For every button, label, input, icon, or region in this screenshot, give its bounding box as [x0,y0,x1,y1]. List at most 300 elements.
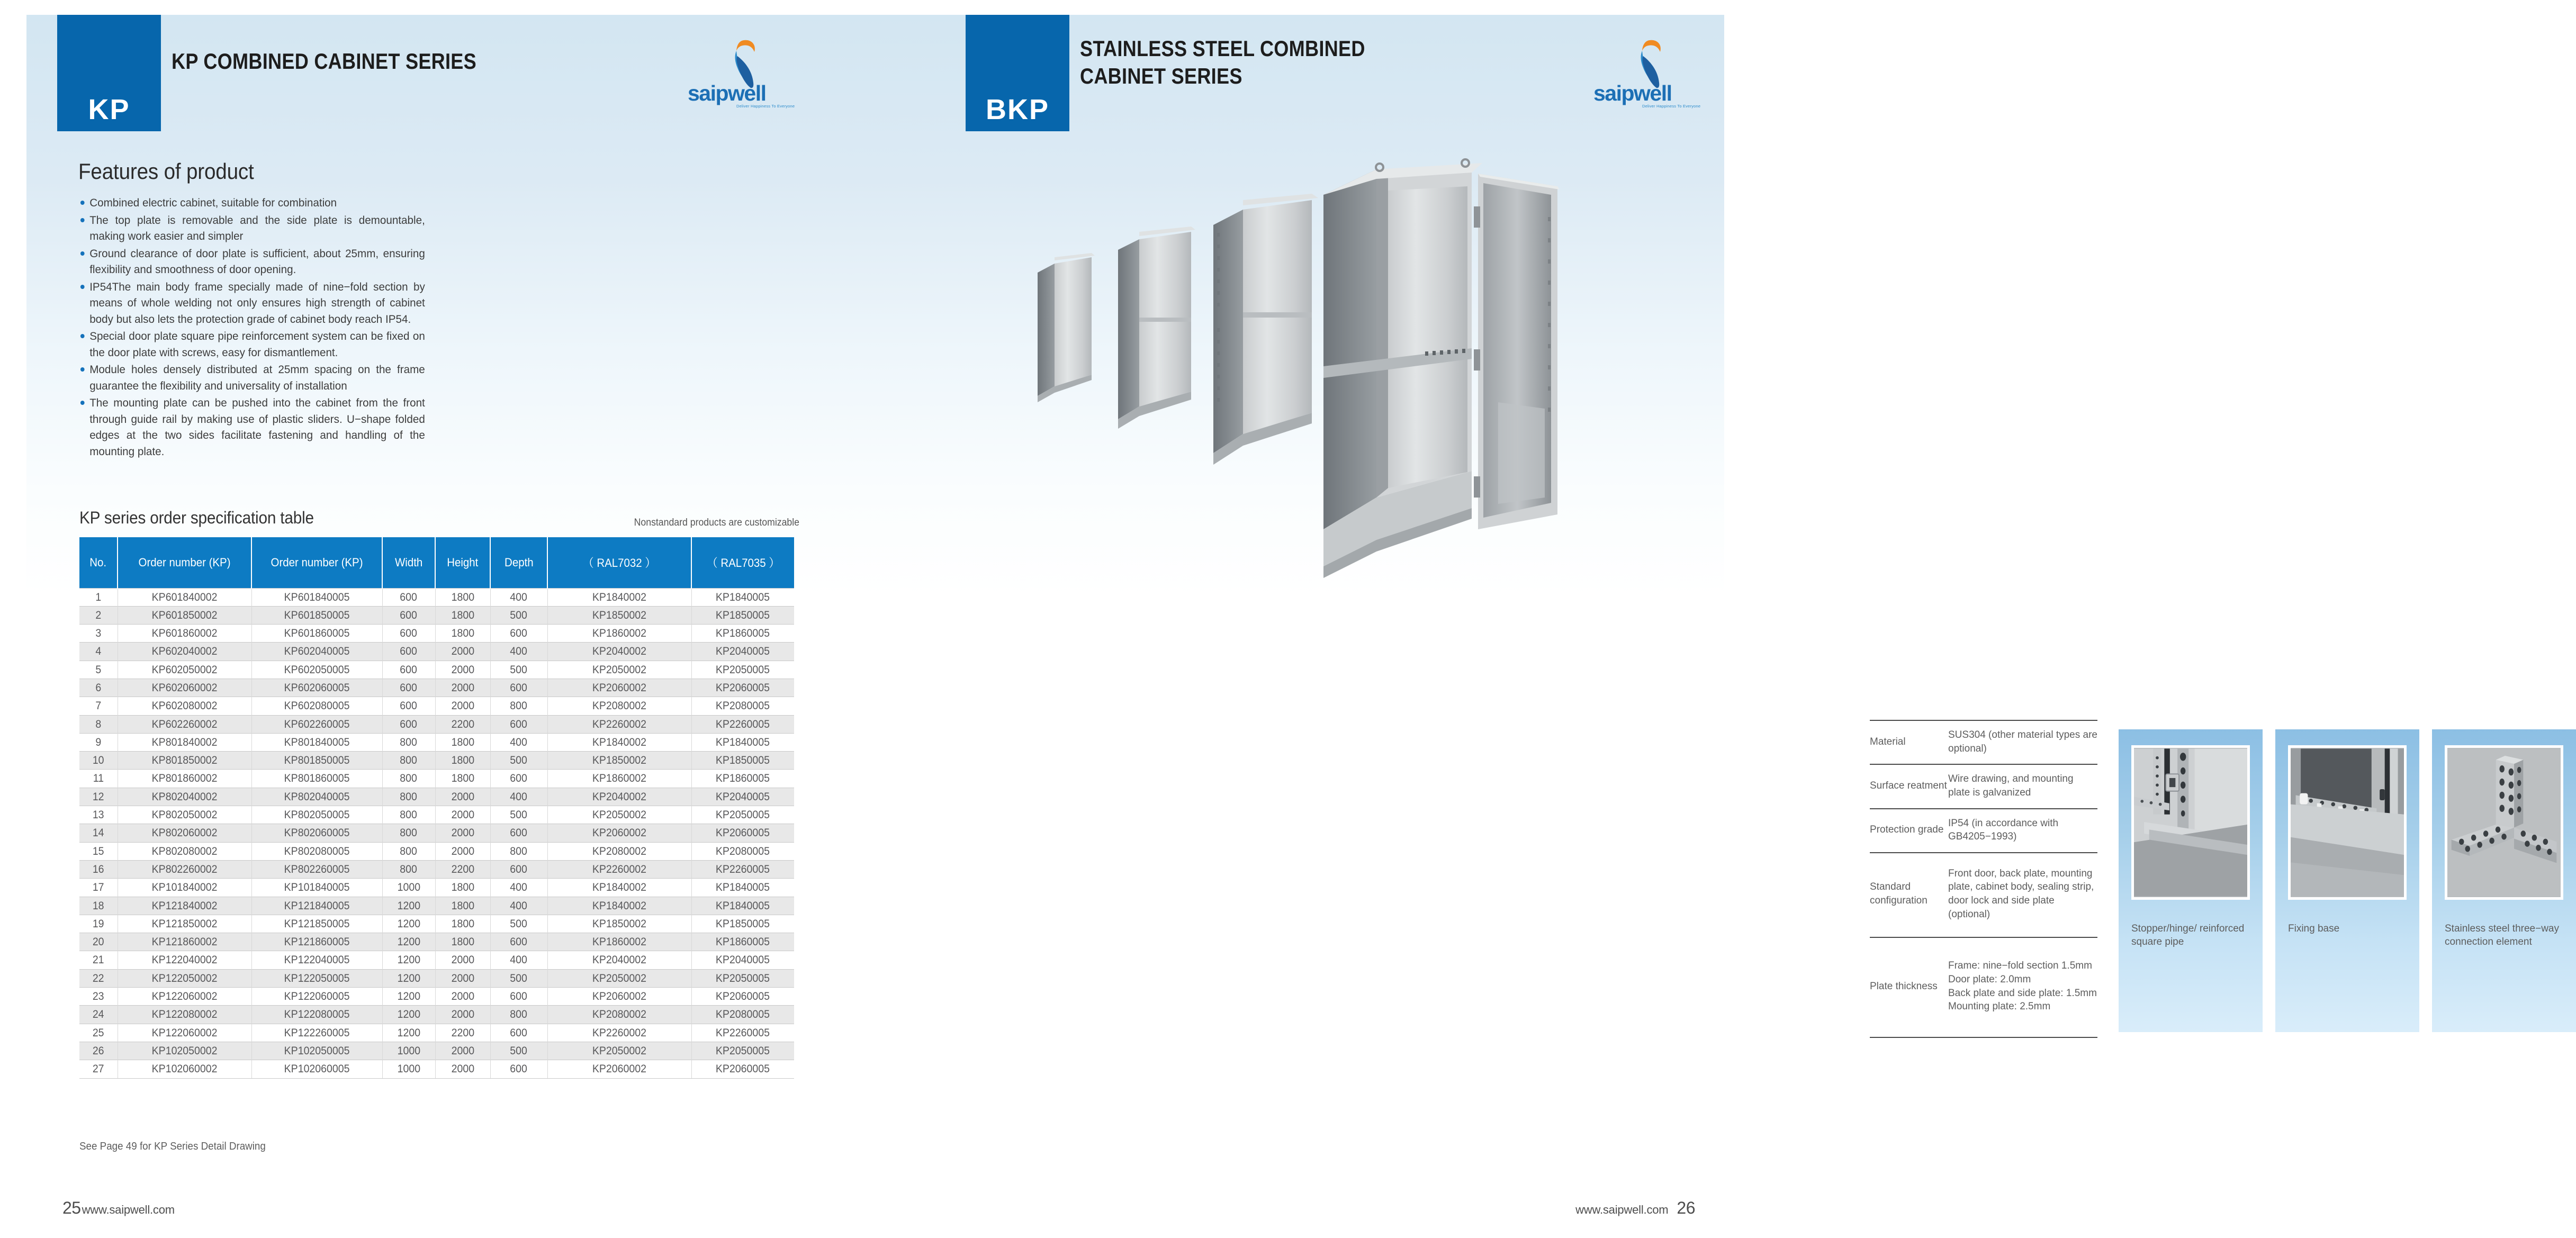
cell-no: 7 [79,697,118,715]
cell-ral7032: KP1840002 [547,897,691,915]
table-row [79,733,794,751]
table-row [79,1024,794,1042]
table-row [79,842,794,860]
spec-value: Wire drawing, and mounting plate is galvanized [1948,773,2074,798]
cell-depth: 600 [490,1024,547,1042]
left-page [0,0,911,1238]
cell-width: 600 [382,679,435,697]
cell-width: 600 [382,625,435,643]
cell-order-number-1: KP122050002 [118,969,251,987]
feature-item: Ground clearance of door plate is sufficient, about 25mm, ensuring flexibility and smoothness of door opening. [79,246,425,278]
product-photo-cabinet-row [1006,159,1705,588]
cell-order-number-2: KP122040005 [251,951,382,969]
cell-depth: 600 [490,1060,547,1078]
table-row [79,606,794,624]
cell-ral7035: KP2060005 [691,824,794,842]
cell-no: 26 [79,1042,118,1060]
cell-order-number-1: KP801850002 [118,752,251,770]
cell-height: 1800 [435,752,490,770]
cell-height: 2200 [435,860,490,878]
cell-no: 25 [79,1024,118,1042]
cell-height: 2200 [435,1024,490,1042]
bkp-series-badge [966,15,1069,131]
features-list [79,195,439,460]
cell-order-number-2: KP602080005 [251,697,382,715]
table-row [79,897,794,915]
cell-no: 3 [79,625,118,643]
column-header-no: No. [79,537,118,588]
spec-row [1870,764,2097,808]
cell-ral7035: KP2060005 [691,679,794,697]
cell-order-number-1: KP602260002 [118,715,251,733]
cabinet-2 [1213,194,1318,465]
features-heading: Features of product [78,159,254,184]
cell-width: 1200 [382,951,435,969]
cell-no: 21 [79,951,118,969]
detail-panel-three-way-connector [2432,729,2576,1032]
spec-value: SUS304 (other material types are optional) [1948,729,2097,754]
photo-three-way-connection-element [2445,745,2563,900]
kp-series-badge [57,15,161,131]
cell-ral7032: KP1840002 [547,733,691,751]
table-body [79,588,794,1078]
cell-height: 2000 [435,951,490,969]
cell-width: 1200 [382,969,435,987]
cell-ral7035: KP2050005 [691,1042,794,1060]
cell-ral7032: KP2040002 [547,788,691,806]
cell-height: 2000 [435,1006,490,1024]
cell-order-number-1: KP602060002 [118,679,251,697]
cell-ral7035: KP1850005 [691,915,794,933]
cell-order-number-2: KP802260005 [251,860,382,878]
cell-depth: 600 [490,625,547,643]
cell-depth: 600 [490,770,547,788]
cell-height: 2200 [435,715,490,733]
table-row [79,988,794,1006]
table-header-row [79,537,794,588]
table-row [79,752,794,770]
cell-order-number-2: KP601860005 [251,625,382,643]
cell-width: 1200 [382,897,435,915]
cell-ral7032: KP2080002 [547,697,691,715]
cell-order-number-2: KP802060005 [251,824,382,842]
cell-ral7032: KP2080002 [547,1006,691,1024]
cell-ral7035: KP2060005 [691,1060,794,1078]
svg-text:saipwell: saipwell [1593,81,1672,105]
cell-order-number-2: KP801860005 [251,770,382,788]
cell-width: 800 [382,842,435,860]
cell-height: 2000 [435,679,490,697]
cell-ral7035: KP2040005 [691,951,794,969]
cell-order-number-1: KP802080002 [118,842,251,860]
cell-order-number-1: KP122080002 [118,1006,251,1024]
cell-order-number-2: KP121850005 [251,915,382,933]
feature-item: Module holes densely distributed at 25mm spacing on the frame guarantee the flexibility and universality of installation [79,362,425,394]
cell-no: 27 [79,1060,118,1078]
cell-width: 600 [382,697,435,715]
svg-text:saipwell: saipwell [688,81,766,105]
cell-no: 16 [79,860,118,878]
cell-no: 10 [79,752,118,770]
feature-item: The mounting plate can be pushed into the cabinet from the front through guide rail by making use of plastic sliders. U−shape folded edges at the two sides facilitate fastening and handling of the mounting plate. [79,395,425,459]
cell-order-number-1: KP121840002 [118,897,251,915]
cell-width: 1200 [382,988,435,1006]
cell-height: 2000 [435,1060,490,1078]
table-row [79,933,794,951]
feature-item: IP54The main body frame specially made of nine−fold section by means of whole welding not only ensures high strength of cabinet body but also lets the protection grade of cabinet body reach IP54. [79,279,425,328]
cell-width: 600 [382,715,435,733]
cell-no: 15 [79,842,118,860]
cell-height: 1800 [435,933,490,951]
cell-depth: 600 [490,679,547,697]
cell-depth: 500 [490,752,547,770]
cell-width: 600 [382,588,435,606]
cell-order-number-1: KP801840002 [118,733,251,751]
right-page-title-line1: STAINLESS STEEL COMBINED [1080,36,1365,61]
cell-order-number-1: KP601860002 [118,625,251,643]
cell-width: 800 [382,770,435,788]
cell-height: 2000 [435,969,490,987]
cell-depth: 600 [490,988,547,1006]
cell-order-number-1: KP802260002 [118,860,251,878]
table-row [79,951,794,969]
cell-width: 1200 [382,1024,435,1042]
cell-depth: 500 [490,915,547,933]
table-row [79,679,794,697]
cell-ral7032: KP2050002 [547,806,691,824]
cell-order-number-2: KP802050005 [251,806,382,824]
cell-order-number-1: KP121850002 [118,915,251,933]
cell-depth: 600 [490,860,547,878]
detail-panel-caption: Stopper/hinge/ reinforced square pipe [2131,923,2245,948]
cell-no: 9 [79,733,118,751]
cell-width: 1000 [382,879,435,897]
cell-depth: 800 [490,1006,547,1024]
logo-tagline: Deliver Happiness To Everyone [736,104,795,109]
technical-specification-list [1870,720,2097,1038]
cell-height: 2000 [435,661,490,679]
order-table-title: KP series order specification table [79,508,314,527]
cell-ral7035: KP2260005 [691,1024,794,1042]
cabinet-4 [1038,253,1095,402]
cell-order-number-2: KP122080005 [251,1006,382,1024]
cell-ral7035: KP2080005 [691,842,794,860]
cell-width: 800 [382,824,435,842]
cell-order-number-1: KP802060002 [118,824,251,842]
cell-height: 1800 [435,625,490,643]
cell-ral7032: KP2060002 [547,824,691,842]
cell-height: 1800 [435,588,490,606]
cell-depth: 600 [490,715,547,733]
cell-width: 600 [382,606,435,624]
right-page-header [966,15,1728,131]
website-url: www.saipwell.com [1575,1203,1669,1216]
cell-height: 1800 [435,770,490,788]
left-page-header [57,15,851,131]
cell-ral7032: KP2040002 [547,951,691,969]
cell-order-number-2: KP602040005 [251,643,382,661]
cell-ral7032: KP1860002 [547,933,691,951]
left-page-footer [62,1198,175,1218]
cell-order-number-2: KP802080005 [251,842,382,860]
saipwell-logo [684,35,801,109]
cell-ral7035: KP2050005 [691,969,794,987]
cabinet-1-open [1323,159,1560,578]
cell-no: 12 [79,788,118,806]
detail-panel-fixing-base [2275,729,2419,1032]
cell-order-number-2: KP801850005 [251,752,382,770]
photo-fixing-base [2288,745,2407,900]
cell-ral7032: KP2260002 [547,1024,691,1042]
cell-depth: 400 [490,733,547,751]
column-header-height: Height [435,537,490,588]
cell-order-number-2: KP121860005 [251,933,382,951]
cell-order-number-2: KP601840005 [251,588,382,606]
cell-order-number-2: KP602050005 [251,661,382,679]
spec-value: IP54 (in accordance with GB4205−1993) [1948,817,2059,843]
cell-width: 800 [382,752,435,770]
cell-height: 2000 [435,1042,490,1060]
cell-height: 2000 [435,788,490,806]
cell-width: 1200 [382,1006,435,1024]
cell-height: 2000 [435,806,490,824]
table-row [79,860,794,878]
table-row [79,697,794,715]
table-row [79,1006,794,1024]
cell-ral7032: KP2050002 [547,661,691,679]
spec-row [1870,852,2097,937]
cell-order-number-2: KP121840005 [251,897,382,915]
cell-ral7035: KP1860005 [691,770,794,788]
left-page-title: KP COMBINED CABINET SERIES [172,49,477,74]
cell-width: 1000 [382,1060,435,1078]
column-header-depth: Depth [490,537,547,588]
cell-height: 2000 [435,824,490,842]
cell-order-number-2: KP101840005 [251,879,382,897]
spec-key: Material [1870,736,1906,747]
cell-height: 2000 [435,842,490,860]
cell-no: 13 [79,806,118,824]
cell-no: 23 [79,988,118,1006]
table-row [79,824,794,842]
cell-order-number-2: KP602260005 [251,715,382,733]
cell-ral7032: KP2060002 [547,988,691,1006]
cell-order-number-2: KP102060005 [251,1060,382,1078]
detail-panel-stopper-hinge [2119,729,2263,1032]
column-header-width: Width [382,537,435,588]
cell-no: 2 [79,606,118,624]
table-row [79,588,794,606]
cell-ral7032: KP2060002 [547,1060,691,1078]
column-header-order-number-1: Order number (KP) [118,537,251,588]
cell-height: 1800 [435,879,490,897]
website-url: www.saipwell.com [82,1203,175,1216]
cell-depth: 400 [490,788,547,806]
cell-height: 1800 [435,733,490,751]
cell-depth: 800 [490,697,547,715]
cell-width: 600 [382,661,435,679]
order-specification-table [79,537,794,1079]
cell-ral7032: KP1860002 [547,770,691,788]
spec-row [1870,808,2097,852]
cell-order-number-1: KP101840002 [118,879,251,897]
cell-ral7035: KP2080005 [691,1006,794,1024]
cell-depth: 400 [490,643,547,661]
table-row [79,788,794,806]
table-row [79,1060,794,1078]
feature-item: The top plate is removable and the side plate is demountable, making work easier and simpler [79,212,425,245]
cell-ral7035: KP2260005 [691,860,794,878]
spec-key: Surface reatment [1870,780,1947,792]
cell-order-number-1: KP802040002 [118,788,251,806]
table-row [79,969,794,987]
spec-key: Plate thickness [1870,980,1938,992]
order-table-note: Nonstandard products are customizable [634,517,799,528]
cell-ral7032: KP2050002 [547,969,691,987]
cell-order-number-1: KP601840002 [118,588,251,606]
table-row [79,625,794,643]
cell-order-number-1: KP801860002 [118,770,251,788]
cell-no: 18 [79,897,118,915]
cell-ral7035: KP1860005 [691,625,794,643]
cell-width: 800 [382,806,435,824]
detail-panel-caption: Fixing base [2288,923,2340,934]
cell-order-number-1: KP602050002 [118,661,251,679]
order-table-footnote: See Page 49 for KP Series Detail Drawing [79,1141,266,1152]
cell-ral7035: KP2040005 [691,643,794,661]
cell-depth: 500 [490,806,547,824]
spec-value: Front door, back plate, mounting plate, cabinet body, sealing strip, door lock and side plate (optional) [1948,867,2094,920]
cell-ral7032: KP2080002 [547,842,691,860]
column-header-ral7035: （ RAL7035 ） [691,537,794,588]
cell-depth: 400 [490,951,547,969]
right-page [911,0,2559,1238]
cell-order-number-1: KP121860002 [118,933,251,951]
table-row [79,661,794,679]
cell-width: 1200 [382,933,435,951]
cell-ral7035: KP2050005 [691,806,794,824]
cell-ral7032: KP1850002 [547,606,691,624]
cell-ral7035: KP1840005 [691,897,794,915]
cell-no: 22 [79,969,118,987]
table-row [79,915,794,933]
spec-value: Frame: nine−fold section 1.5mm Door plate: 2.0mm Back plate and side plate: 1.5mm Mounting plate: 2.5mm [1948,960,2097,1013]
cell-ral7032: KP1850002 [547,752,691,770]
cell-width: 800 [382,733,435,751]
cabinet-3 [1118,227,1195,429]
cell-height: 1800 [435,897,490,915]
cell-ral7035: KP2060005 [691,988,794,1006]
cell-order-number-1: KP122040002 [118,951,251,969]
feature-item: Combined electric cabinet, suitable for combination [79,195,425,211]
spec-row [1870,720,2097,764]
cell-ral7035: KP1850005 [691,752,794,770]
table-row [79,879,794,897]
cell-no: 8 [79,715,118,733]
cell-order-number-1: KP102050002 [118,1042,251,1060]
feature-item: Special door plate square pipe reinforcement system can be fixed on the door plate with screws, easy for dismantlement. [79,328,425,360]
cell-ral7035: KP2050005 [691,661,794,679]
cell-ral7035: KP2260005 [691,715,794,733]
cell-no: 5 [79,661,118,679]
cell-width: 800 [382,788,435,806]
cell-ral7035: KP1840005 [691,879,794,897]
page-number: 26 [1677,1198,1695,1217]
cell-ral7032: KP1850002 [547,915,691,933]
cell-order-number-1: KP601850002 [118,606,251,624]
cell-height: 2000 [435,643,490,661]
table-row [79,1042,794,1060]
cell-order-number-2: KP122060005 [251,988,382,1006]
column-header-ral7032: （ RAL7032 ） [547,537,691,588]
cell-no: 6 [79,679,118,697]
cell-ral7035: KP1840005 [691,733,794,751]
cell-no: 1 [79,588,118,606]
cell-ral7032: KP2060002 [547,679,691,697]
cell-depth: 400 [490,879,547,897]
cell-depth: 500 [490,606,547,624]
cell-order-number-2: KP801840005 [251,733,382,751]
cell-order-number-1: KP602080002 [118,697,251,715]
cell-order-number-2: KP102050005 [251,1042,382,1060]
cell-ral7035: KP2040005 [691,788,794,806]
cell-order-number-2: KP802040005 [251,788,382,806]
cell-height: 1800 [435,915,490,933]
bkp-badge-label: BKP [985,94,1049,125]
cell-width: 800 [382,860,435,878]
cell-no: 20 [79,933,118,951]
table-row [79,643,794,661]
cell-order-number-2: KP122260005 [251,1024,382,1042]
cell-ral7032: KP2260002 [547,860,691,878]
cell-depth: 500 [490,969,547,987]
cell-order-number-1: KP102060002 [118,1060,251,1078]
photo-stopper-hinge [2131,745,2250,900]
cell-width: 1000 [382,1042,435,1060]
cell-height: 2000 [435,988,490,1006]
cell-ral7032: KP1860002 [547,625,691,643]
cell-height: 1800 [435,606,490,624]
saipwell-logo [1590,35,1707,109]
table-row [79,806,794,824]
cell-ral7032: KP1840002 [547,879,691,897]
kp-badge-label: KP [88,94,130,125]
cell-order-number-2: KP601850005 [251,606,382,624]
cell-depth: 400 [490,897,547,915]
cell-order-number-2: KP602060005 [251,679,382,697]
spec-key: Protection grade [1870,824,1944,836]
cell-order-number-1: KP802050002 [118,806,251,824]
cell-no: 17 [79,879,118,897]
cell-no: 14 [79,824,118,842]
cell-no: 19 [79,915,118,933]
cell-height: 2000 [435,697,490,715]
cell-ral7032: KP1840002 [547,588,691,606]
detail-panel-caption: Stainless steel three−way connection element [2445,923,2559,948]
cell-no: 11 [79,770,118,788]
cell-depth: 400 [490,588,547,606]
cell-ral7035: KP1850005 [691,606,794,624]
cell-depth: 800 [490,842,547,860]
cell-ral7035: KP1860005 [691,933,794,951]
cell-depth: 600 [490,824,547,842]
cell-width: 600 [382,643,435,661]
right-page-footer [1575,1198,1695,1218]
cell-depth: 500 [490,1042,547,1060]
detail-photo-panels [2119,729,2576,1032]
cell-ral7035: KP2080005 [691,697,794,715]
cell-ral7032: KP2050002 [547,1042,691,1060]
